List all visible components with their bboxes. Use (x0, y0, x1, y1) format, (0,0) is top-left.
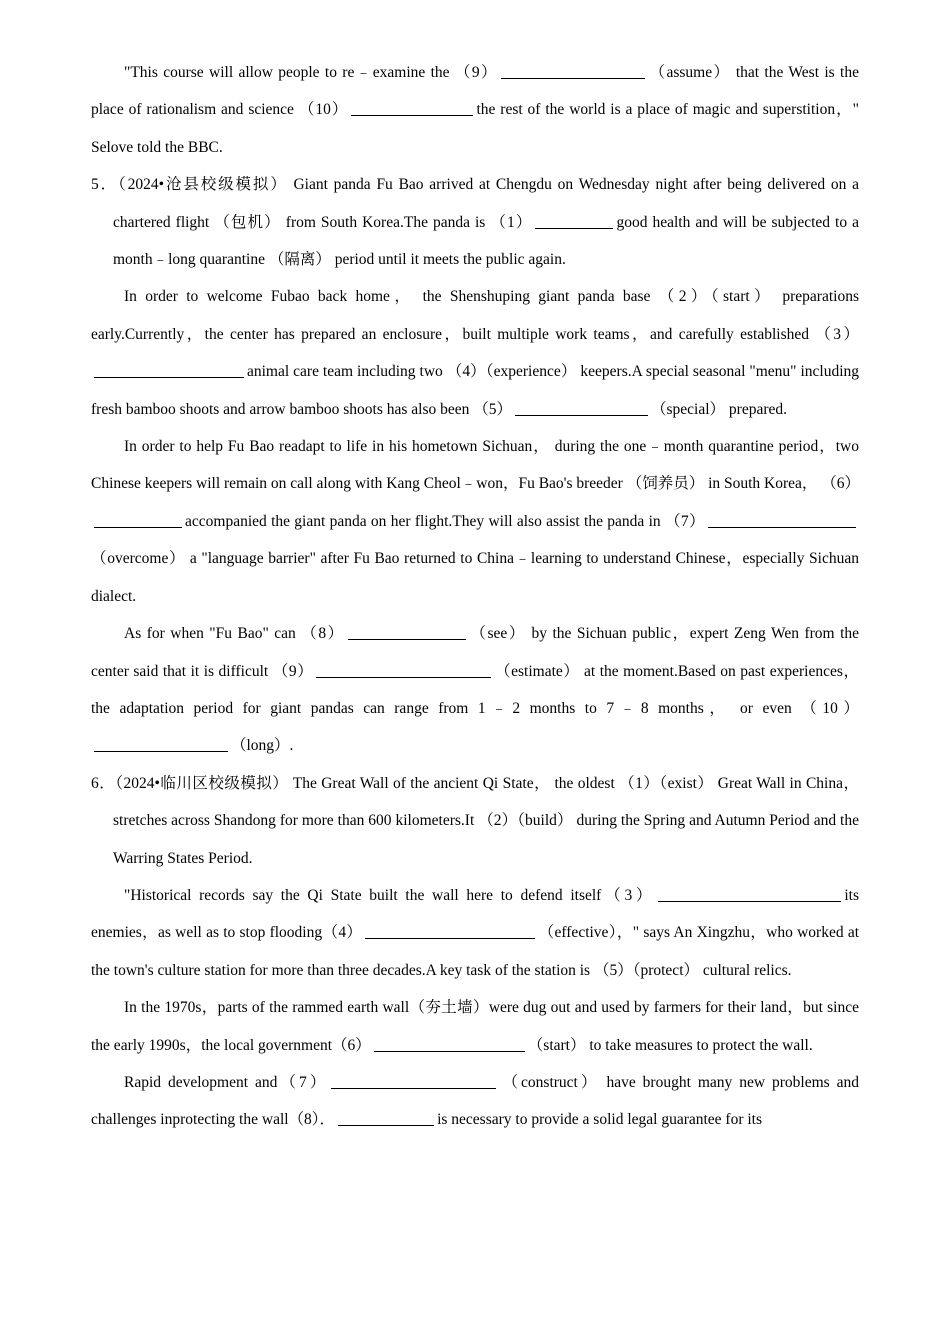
q6-paragraph-3: Rapid development and（7） （construct） have brought many new problems and challenges inprotecting the wall（8）． is necessary to provide a solid legal guarantee for its (91, 1073, 859, 1129)
q5-blank-10[interactable] (94, 736, 228, 753)
q6-blank-7[interactable] (331, 1072, 496, 1089)
q5-blank-9[interactable] (316, 661, 491, 678)
q6-paragraph-2: In the 1970s，parts of the rammed earth wall（夯土墙）were dug out and used by farmers for their land，but since the early 1990s，the local government（6） （start） to take measures to protect the wall. (91, 999, 859, 1054)
q5-paragraph-3: As for when "Fu Bao" can （8） （see） by the Sichuan public，expert Zeng Wen from the center said that it is difficult （9） （estimate） at the moment.Based on past experiences， the adaptation period for giant pandas can range from 1﹣2 months to 7﹣8 months， or even （10）（long）. (91, 625, 859, 755)
q5-blank-3[interactable] (94, 362, 244, 379)
q5-blank-5[interactable] (515, 399, 648, 416)
q6-paragraph-1: "Historical records say the Qi State built the wall here to defend itself（3） its enemies，as well as to stop flooding（4） （effective），" says An Xingzhu，who worked at the town's culture station for more than three decades.A key task of the station is （5）（protect） cultural relics. (91, 886, 860, 979)
q6-blank-4[interactable] (365, 923, 535, 940)
q5-paragraph-2: In order to help Fu Bao readapt to life in his hometown Sichuan， during the one﹣month quarantine period，two Chinese keepers will remain on call along with Kang Cheol﹣won，Fu Bao's breeder （饲养员） in South Korea， （6）accompanied the giant panda on her flight.They will also assist the panda in （7）（overcome） a "language barrier" after Fu Bao returned to China﹣learning to understand Chinese，especially Sichuan dialect. (91, 438, 861, 605)
document-page (91, 54, 859, 1139)
q5-paragraph-1: In order to welcome Fubao back home， the Shenshuping giant panda base （2）（start） preparations early.Currently，the center has prepared an enclosure，built multiple work teams，and carefully established （3）animal care team including two （4）（experience） keepers.A special seasonal "menu" including fresh bamboo shoots and arrow bamboo shoots has also been （5） （special） prepared. (91, 288, 859, 418)
q5-blank-8[interactable] (348, 624, 466, 641)
answer-blank-9[interactable] (501, 63, 645, 80)
intro-paragraph: "This course will allow people to re﹣examine the （9） （assume） that the West is the place of rationalism and science （10） the rest of the world is a place of magic and superstition，" Selove told the BBC. (91, 64, 859, 156)
question-6-stem: 6．（2024•临川区校级模拟） The Great Wall of the ancient Qi State， the oldest （1）（exist） Great Wall in China， stretches across Shandong for more than 600 kilometers.It （2）（build） during the Spring and Autumn Period and the Warring States Period. (91, 774, 859, 867)
q5-blank-1[interactable] (535, 212, 613, 229)
answer-blank-10[interactable] (351, 100, 473, 117)
q6-blank-3[interactable] (658, 885, 841, 902)
q6-blank-6[interactable] (374, 1035, 525, 1052)
question-5-stem: 5．（2024•沧县校级模拟） Giant panda Fu Bao arrived at Chengdu on Wednesday night after being delivered on a chartered flight （包机） from South Korea.The panda is （1） good health and will be subjected to a month﹣long quarantine （隔离） period until it meets the public again. (91, 176, 859, 269)
q6-blank-8[interactable] (338, 1110, 434, 1127)
q5-blank-6[interactable] (94, 511, 182, 528)
q5-blank-7[interactable] (708, 511, 856, 528)
